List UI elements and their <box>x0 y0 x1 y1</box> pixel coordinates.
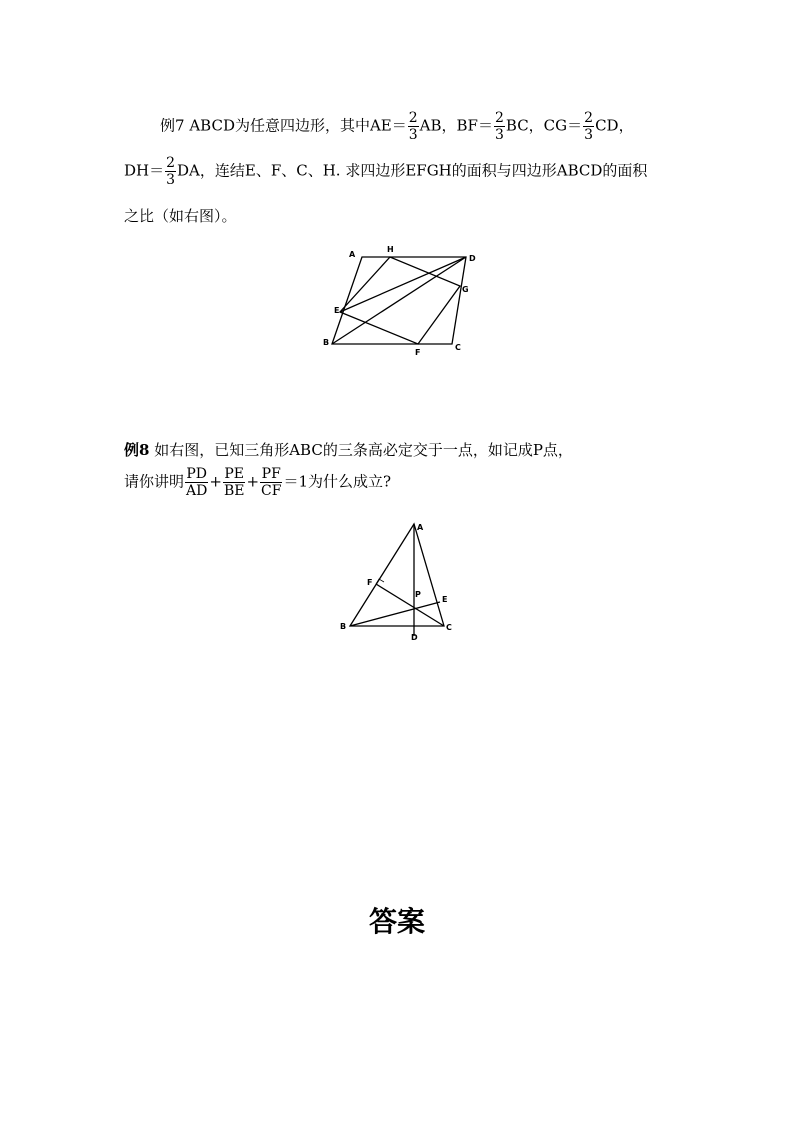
triangle-abc <box>350 524 444 626</box>
plus-sign: + <box>246 472 260 491</box>
ex7-label: 例7 <box>160 116 185 135</box>
ex8-label: 例8 <box>124 441 150 459</box>
fraction-2-3: $\frac{2}{3}$ <box>166 155 176 188</box>
ex7-line-1 <box>160 110 634 143</box>
ex7-quadrilateral-figure <box>320 242 480 362</box>
label-H: H <box>387 245 394 254</box>
ex8-triangle-figure <box>336 516 466 646</box>
label-B: B <box>323 338 330 347</box>
label-D: D <box>469 254 476 263</box>
fraction-pe-be: $\frac{PE}{BE}$ <box>223 466 245 499</box>
ex8-line2-post: ＝1为什么成立? <box>283 472 392 491</box>
fraction-2-3: $\frac{2}{3}$ <box>494 110 504 143</box>
ex7-line2-part2: DA，连结E、F、C、H. 求四边形EFGH的面积与四边形ABCD的面积 <box>177 161 648 180</box>
ex7-line1-part4: CD， <box>595 116 634 135</box>
ex7-line1-part2: AB，BF＝ <box>419 116 493 135</box>
diagonal-bd <box>332 257 466 344</box>
ex7-line-3: 之比（如右图）。 <box>124 207 237 225</box>
label-F: F <box>415 348 421 357</box>
label-E: E <box>334 306 340 315</box>
label-F: F <box>367 578 373 587</box>
fraction-pf-cf: $\frac{PF}{CF}$ <box>261 466 282 499</box>
label-P: P <box>415 590 421 599</box>
ex8-line2-pre: 请你讲明 <box>124 472 185 491</box>
label-B: B <box>340 622 347 631</box>
label-C: C <box>446 623 452 632</box>
ex7-line2-part1: DH＝ <box>124 161 165 180</box>
answer-title: 答案 <box>368 905 425 938</box>
fraction-2-3: $\frac{2}{3}$ <box>408 110 418 143</box>
ex7-line1-part1: ABCD为任意四边形，其中AE＝ <box>189 116 407 135</box>
label-A: A <box>349 250 356 259</box>
plus-sign: + <box>209 472 222 491</box>
ex7-line1-part3: BC，CG＝ <box>505 116 583 135</box>
fraction-pd-ad: $\frac{PD}{AD}$ <box>186 466 208 499</box>
ex8-line-1 <box>124 440 573 460</box>
ex7-line-2 <box>124 155 647 188</box>
label-G: G <box>462 285 469 294</box>
ex8-line1-text: 如右图，已知三角形ABC的三条高必定交于一点，如记成P点， <box>154 441 573 459</box>
label-E: E <box>442 595 448 604</box>
label-A: A <box>417 523 424 532</box>
label-D: D <box>411 633 418 642</box>
fraction-2-3: $\frac{2}{3}$ <box>584 110 594 143</box>
label-C: C <box>455 343 461 352</box>
ex8-line-2 <box>124 466 391 499</box>
